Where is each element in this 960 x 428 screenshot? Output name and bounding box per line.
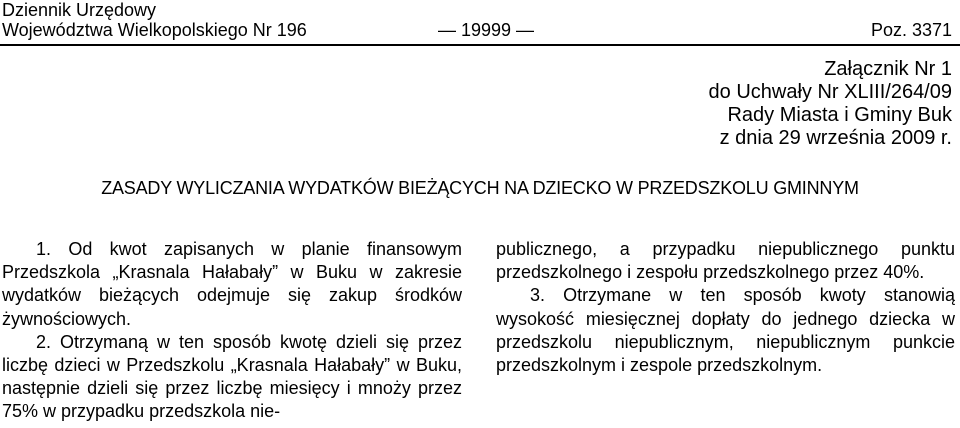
journal-name: [2, 0, 307, 40]
position-number: Poz. 3371: [870, 20, 952, 40]
annex-line-date: z dnia 29 września 2009 r.: [719, 127, 952, 149]
right-column: [496, 238, 955, 377]
page-number: — 19999 —: [438, 20, 535, 40]
header-divider: [0, 44, 960, 46]
annex-line-council: Rady Miasta i Gminy Buk: [727, 104, 952, 126]
document-title: ZASADY WYLICZANIA WYDATKÓW BIEŻĄCYCH NA DZIECKO W PRZEDSZKOLU GMINNYM: [101, 178, 859, 198]
left-column: [2, 238, 462, 424]
annex-reference: [709, 58, 952, 150]
annex-line-number: Załącznik Nr 1: [824, 58, 952, 80]
paragraph-1: 1. Od kwot zapisanych w planie finansowym Przedszkola „Krasnala Hałabały” w Buku w zakresie wydatków bieżących odejmuje się zakup środków żywnościowych.: [2, 239, 462, 329]
journal-title-line1: Dziennik Urzędowy: [2, 0, 157, 20]
journal-title-line2: Województwa Wielkopolskiego Nr 196: [2, 20, 307, 40]
paragraph-2: 2. Otrzymaną w ten sposób kwotę dzieli się przez liczbę dzieci w Przedszkolu „Krasnala Hałabały” w Buku, następnie dzieli się przez liczbę miesięcy i mnoży przez 75% w przypadku przedszkola nie-: [2, 331, 462, 422]
annex-line-resolution: do Uchwały Nr XLIII/264/09: [708, 81, 952, 103]
paragraph-3: 3. Otrzymane w ten sposób kwoty stanowią wysokość miesięcznej dopłaty do jednego dziecka w przedszkolu niepublicznym, niepublicznym punkcie przedszkolnym i zespole przedszkolnym.: [496, 285, 955, 376]
paragraph-2-continuation: publicznego, a przypadku niepublicznego punktu przedszkolnego i zespołu przedszkolnego przez 40%.: [496, 239, 955, 283]
